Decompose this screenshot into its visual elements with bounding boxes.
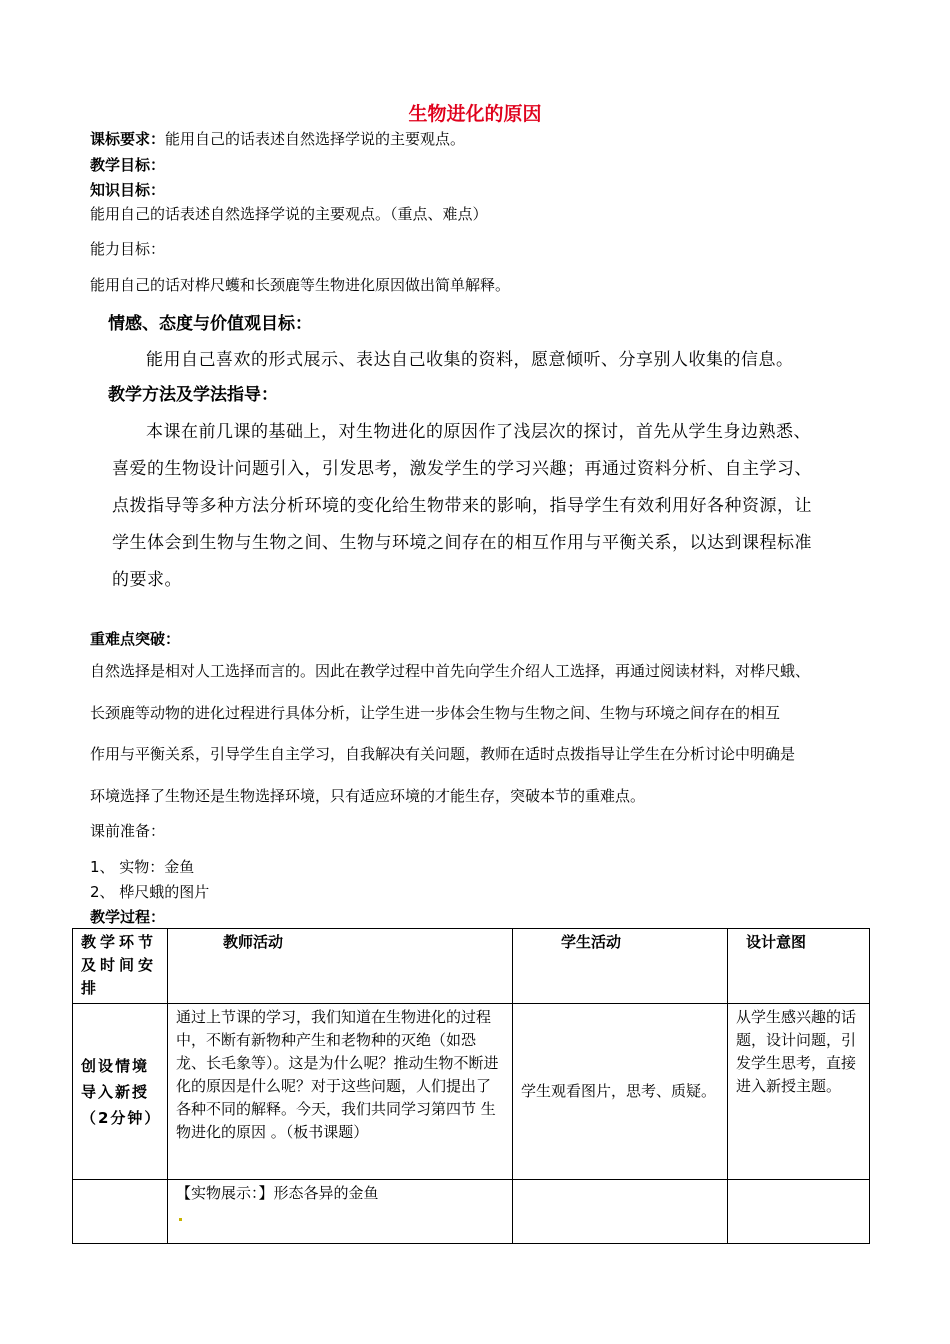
- row1-teacher: 通过上节课的学习，我们知道在生物进化的过程中，不断有新物种产生和老物种的灭绝（如恐龙、长毛象等）。这是为什么呢？推动生物不断进化的原因是什么呢？对于这些问题，人们提出了各种不同的解释。今天，我们共同学习第四节 生物进化的原因 。（板书课题）: [168, 1004, 513, 1180]
- table-header-row: [73, 929, 870, 1004]
- teaching-goal-label: 教学目标：: [90, 156, 166, 174]
- method-line-3: 点拨指导等多种方法分析环境的变化给生物带来的影响，指导学生有效利用好各种资源，让: [112, 496, 812, 516]
- header-intent: 设计意图: [728, 929, 870, 1004]
- decorative-dot: [179, 1218, 182, 1221]
- key-points-line-2: 长颈鹿等动物的进化过程进行具体分析，让学生进一步体会生物与生物之间、生物与环境之间存在的相互: [90, 704, 781, 722]
- method-label: 教学方法及学法指导：: [108, 385, 278, 405]
- curriculum-text: 能用自己的话表述自然选择学说的主要观点。: [165, 130, 466, 148]
- row2-stage: [73, 1180, 168, 1244]
- curriculum-line: [90, 128, 465, 149]
- page-title: 生物进化的原因: [408, 103, 542, 125]
- header-stage: 教学环节及时间安排: [73, 929, 168, 1004]
- key-points-line-3: 作用与平衡关系，引导学生自主学习，自我解决有关问题，教师在适时点拨指导让学生在分析讨论中明确是: [90, 745, 796, 763]
- row2-student: [513, 1180, 728, 1244]
- table-row: [73, 1180, 870, 1244]
- key-points-line-4: 环境选择了生物还是生物选择环境，只有适应环境的才能生存，突破本节的重难点。: [90, 787, 646, 805]
- row1-student: 学生观看图片，思考、质疑。: [513, 1004, 728, 1180]
- key-points-line-1: 自然选择是相对人工选择而言的。因此在教学过程中首先向学生介绍人工选择，再通过阅读材料，对桦尺蛾、: [90, 662, 811, 680]
- method-line-1: 本课在前几课的基础上，对生物进化的原因作了浅层次的探讨，首先从学生身边熟悉、: [146, 422, 811, 442]
- ability-goal-text: 能用自己的话对桦尺蠖和长颈鹿等生物进化原因做出简单解释。: [90, 276, 511, 294]
- knowledge-goal-label: 知识目标：: [90, 181, 166, 199]
- process-table: [72, 928, 870, 1244]
- prep-item-2: 2、 桦尺蛾的图片: [90, 883, 210, 901]
- curriculum-label: 课标要求：: [90, 130, 166, 148]
- row2-teacher: 【实物展示：】形态各异的金鱼: [176, 1184, 379, 1202]
- method-line-2: 喜爱的生物设计问题引入，引发思考，激发学生的学习兴趣；再通过资料分析、自主学习、: [112, 459, 812, 479]
- table-row: [73, 1004, 870, 1180]
- method-line-5: 的要求。: [112, 570, 182, 590]
- emotion-goal-text: 能用自己喜欢的形式展示、表达自己收集的资料，愿意倾听、分享别人收集的信息。: [146, 350, 794, 370]
- method-line-4: 学生体会到生物与生物之间、生物与环境之间存在的相互作用与平衡关系，以达到课程标准: [112, 533, 812, 553]
- key-points-label: 重难点突破：: [90, 630, 181, 648]
- process-label: 教学过程：: [90, 908, 166, 926]
- row2-teacher-cell: [168, 1180, 513, 1244]
- prep-item-1: 1、 实物：金鱼: [90, 858, 195, 876]
- row1-stage: 创设情境导入新授（2分钟）: [73, 1004, 168, 1180]
- knowledge-goal-text: 能用自己的话表述自然选择学说的主要观点。（重点、难点）: [90, 205, 488, 223]
- header-teacher: 教师活动: [168, 929, 513, 1004]
- row2-intent: [728, 1180, 870, 1244]
- emotion-goal-label: 情感、态度与价值观目标：: [108, 314, 312, 334]
- row1-intent: 从学生感兴趣的话题，设计问题，引发学生思考，直接进入新授主题。: [728, 1004, 870, 1180]
- prep-label: 课前准备：: [90, 822, 166, 840]
- ability-goal-label: 能力目标：: [90, 240, 166, 258]
- header-student: 学生活动: [513, 929, 728, 1004]
